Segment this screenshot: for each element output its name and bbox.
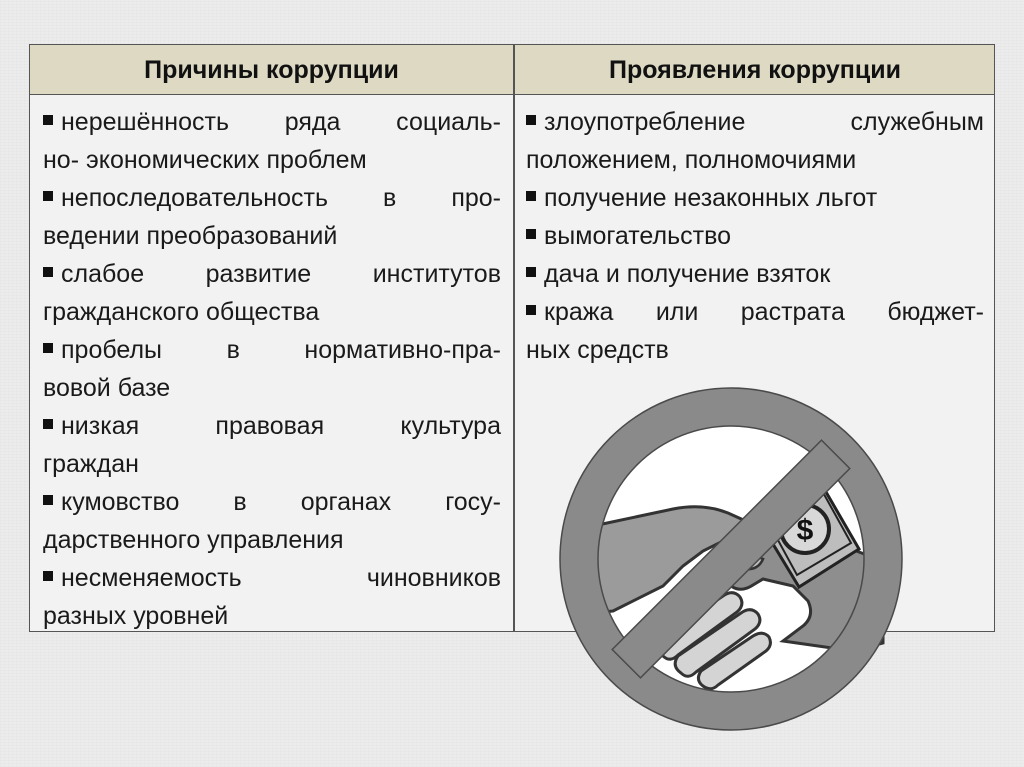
causes-list [43,103,501,635]
bullet-icon [43,571,53,581]
item-line: разных уровней [43,602,229,630]
list-item [43,103,501,179]
dollar-symbol: $ [796,514,814,547]
item-line: низкая правовая культура [43,407,501,445]
header-manifestations: Проявления коррупции [608,55,902,84]
bullet-icon [43,191,53,201]
item-line: слабое развитие институтов [43,255,501,293]
list-item [43,331,501,407]
list-item [43,255,501,331]
list-item [43,559,501,635]
item-line: граждан [43,450,139,478]
bullet-icon [526,229,536,239]
no-bribery-icon [553,381,909,737]
bullet-icon [43,419,53,429]
item-line: вовой базе [43,374,171,402]
item-line: непоследовательность в про- [43,179,501,217]
item-line: несменяемость чиновников [43,559,501,597]
bullet-icon [43,267,53,277]
list-item [526,103,984,179]
item-line: положением, полномочиями [526,146,857,174]
list-item [526,255,984,293]
column-divider [513,45,515,631]
table-header-row [30,45,994,95]
list-item [526,293,984,369]
bullet-icon [43,115,53,125]
bullet-icon [526,267,536,277]
bullet-icon [43,343,53,353]
item-line: дарственного управления [43,526,344,554]
list-item [43,407,501,483]
item-line: кумовство в органах госу- [43,483,501,521]
item-line: гражданского общества [43,298,320,326]
item-line: нерешённость ряда социаль- [43,103,501,141]
item-line: ных средств [526,336,669,364]
bullet-icon [526,115,536,125]
bullet-icon [526,305,536,315]
item-line: дача и получение взяток [526,255,984,293]
list-item [526,179,984,217]
bullet-icon [526,191,536,201]
item-line: злоупотребление служебным [526,103,984,141]
list-item [43,179,501,255]
header-causes: Причины коррупции [144,55,399,84]
list-item [43,483,501,559]
list-item [526,217,984,255]
bullet-icon [43,495,53,505]
item-line: пробелы в нормативно-пра- [43,331,501,369]
item-line: кража или растрата бюджет- [526,293,984,331]
item-line: получение незаконных льгот [526,179,984,217]
manifestations-list [526,103,984,369]
item-line: вымогательство [526,217,984,255]
item-line: но- экономических проблем [43,146,367,174]
item-line: ведении преобразований [43,222,338,250]
